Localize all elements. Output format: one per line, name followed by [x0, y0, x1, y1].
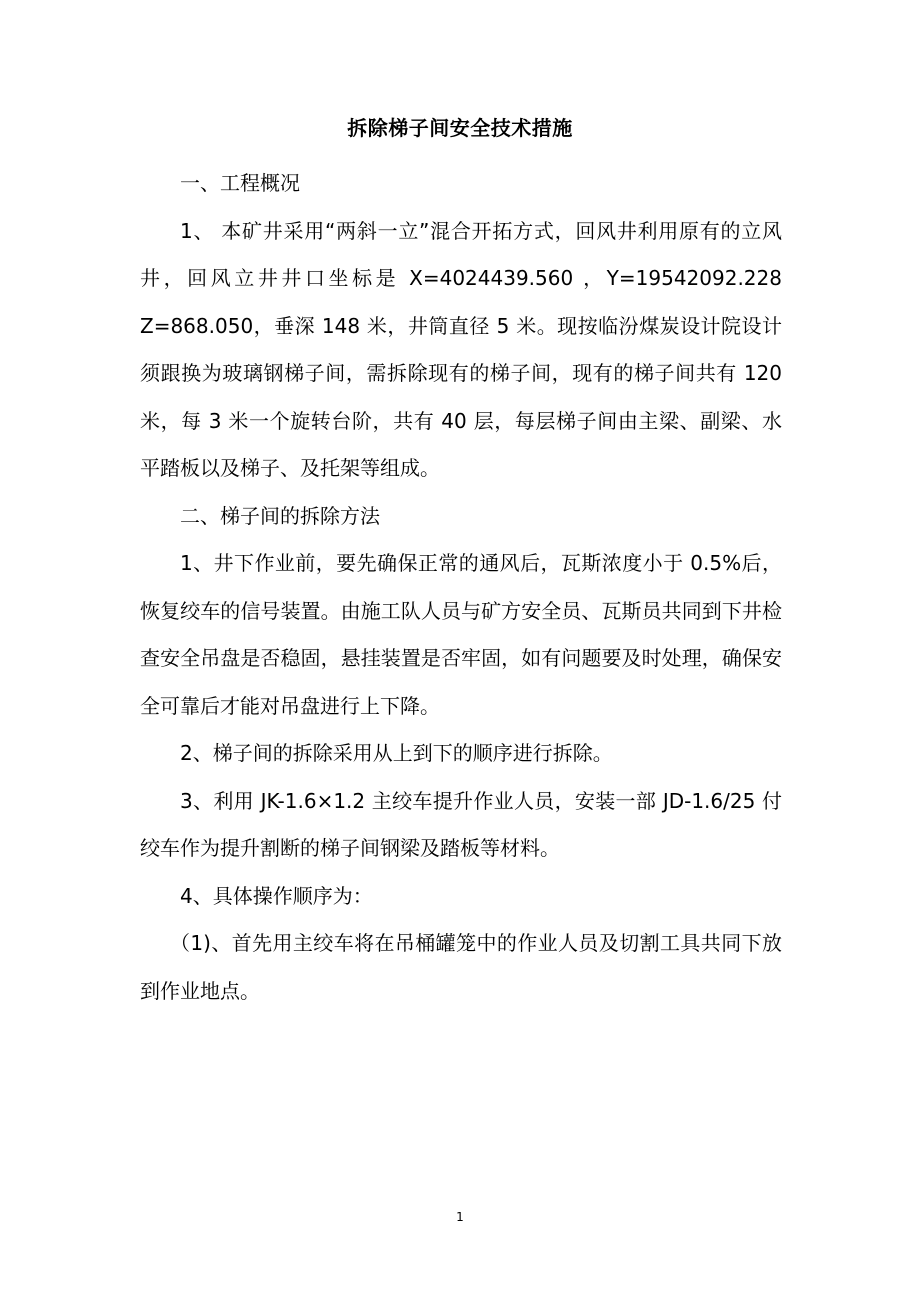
paragraph-step-2: 2、梯子间的拆除采用从上到下的顺序进行拆除。 — [180, 741, 613, 765]
document-body — [140, 160, 782, 1015]
section-heading-overview: 一、工程概况 — [180, 171, 300, 195]
paragraph-mine-description: 1、 本矿井采用“两斜一立”混合开拓方式，回风井利用原有的立风井，回风立井井口坐标是 X=4024439.560 ，Y=19542092.228 Z=868.050，垂深 148 米，井筒直径 5 米。现按临汾煤炭设计院设计须跟换为玻璃钢梯子间，需拆除现有的梯子间，现有的梯子间共有 120 米，每 3 米一个旋转台阶，共有 40 层，每层梯子间由主梁、副梁、水平踏板以及梯子、及托架等组成。 — [140, 218, 782, 480]
document-title: 拆除梯子间安全技术措施 — [347, 116, 573, 140]
section-heading-method: 二、梯子间的拆除方法 — [180, 503, 380, 528]
paragraph-step-4: 4、具体操作顺序为： — [180, 883, 373, 908]
page-number: 1 — [456, 1210, 464, 1224]
paragraph-step-3: 3、利用 JK-1.6×1.2 主绞车提升作业人员，安装一部 JD-1.6/25 付绞车作为提升割断的梯子间钢梁及踏板等材料。 — [140, 788, 782, 860]
paragraph-step-1: 1、井下作业前，要先确保正常的通风后，瓦斯浓度小于 0.5%后，恢复绞车的信号装置。由施工队人员与矿方安全员、瓦斯员共同到下井检查安全吊盘是否稳固，悬挂装置是否牢固，如有问题要及时处理，确保安全可靠后才能对吊盘进行上下降。 — [140, 551, 782, 718]
paragraph-substep-1: （1)、首先用主绞车将在吊桶罐笼中的作业人员及切割工具共同下放到作业地点。 — [140, 931, 782, 1003]
